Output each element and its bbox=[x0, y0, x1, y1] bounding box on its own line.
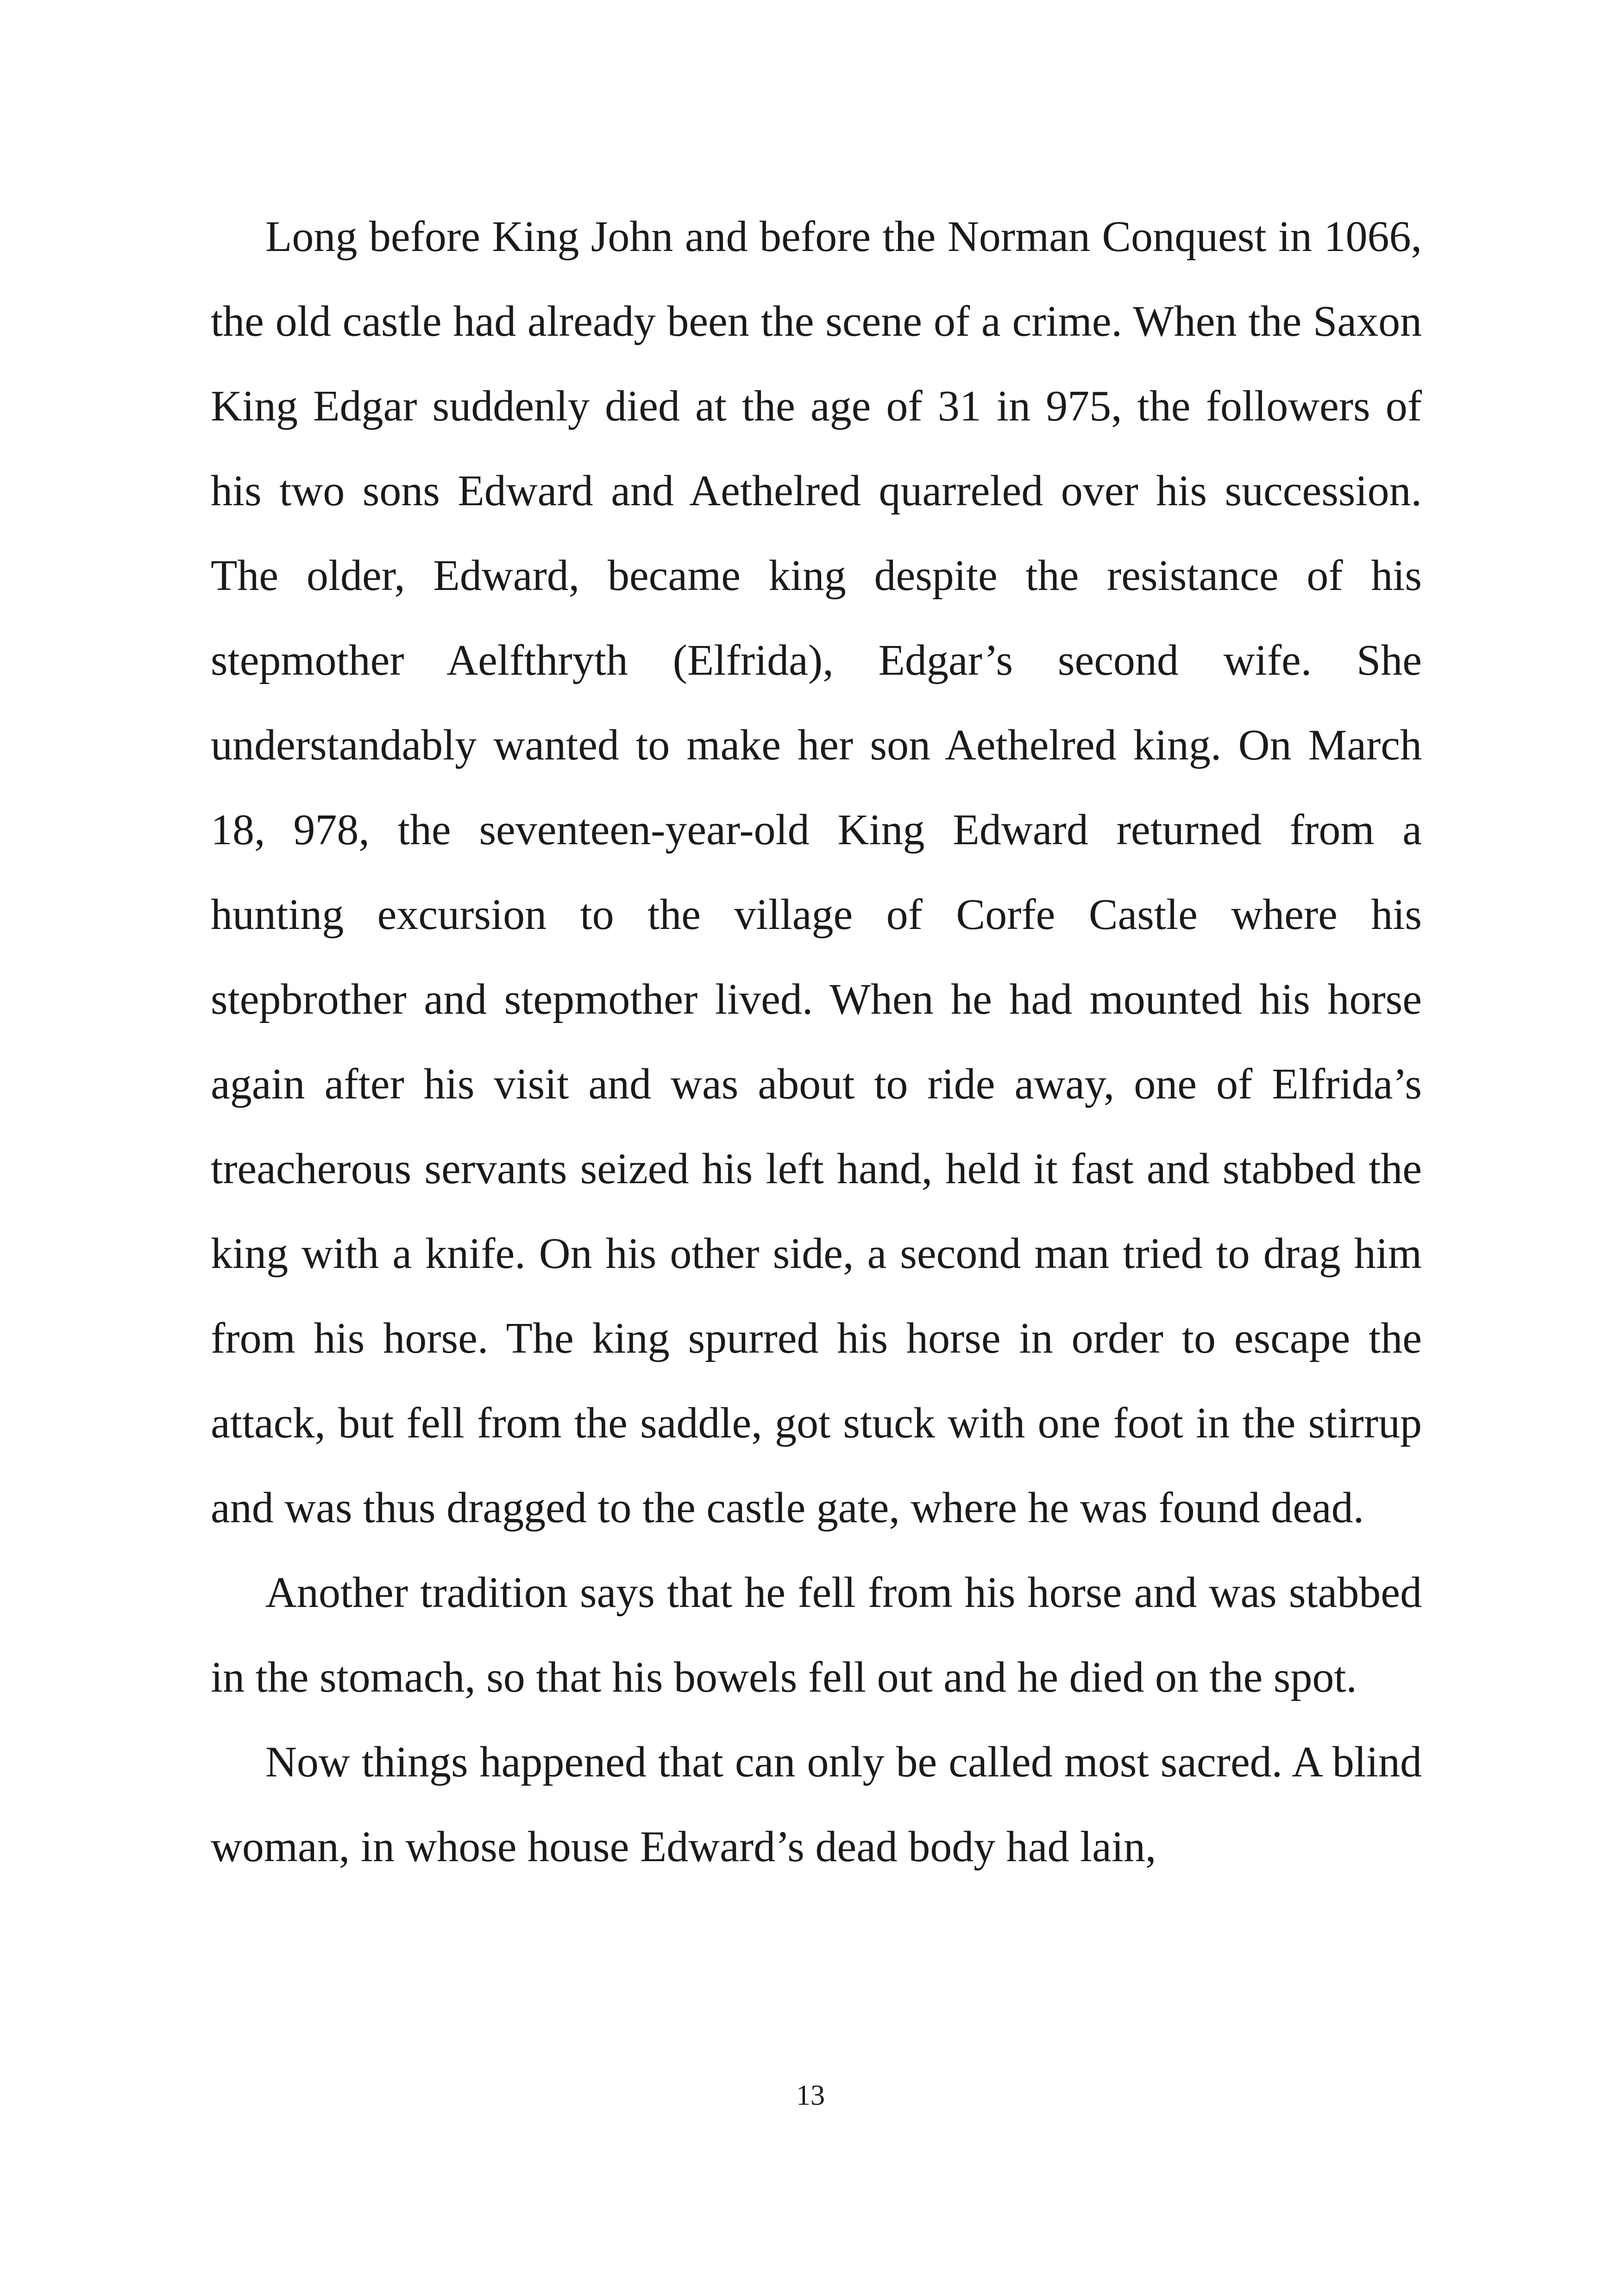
body-text bbox=[211, 194, 1422, 1889]
paragraph-3: Now things happened that can only be called most sacred. A blind woman, in whose house Edward’s dead body had lain, bbox=[211, 1738, 1422, 1871]
paragraph-2: Another tradition says that he fell from his horse and was stabbed in the stomach, so that his bowels fell out and he died on the spot. bbox=[211, 1568, 1422, 1701]
page-number: 13 bbox=[796, 2080, 825, 2111]
paragraph-1: Long before King John and before the Norman Conquest in 1066, the old castle had already been the scene of a crime. When the Saxon King Edgar suddenly died at the age of 31 in 975, the followers of his two sons Edward and Aethelred quarreled over his succession. The older, Edward, became king despite the resistance of his stepmother Aelfthryth (Elfrida), Edgar’s second wife. She understandably wanted to make her son Aethelred king. On March 18, 978, the seventeen-year-old King Edward returned from a hunting excursion to the village of Corfe Castle where his stepbrother and stepmother lived. When he had mounted his horse again after his visit and was about to ride away, one of Elfrida’s treacherous servants seized his left hand, held it fast and stabbed the king with a knife. On his other side, a second man tried to drag him from his horse. The king spurred his horse in order to escape the attack, but fell from the saddle, got stuck with one foot in the stirrup and was thus dragged to the castle gate, where he was found dead. bbox=[211, 213, 1422, 1532]
